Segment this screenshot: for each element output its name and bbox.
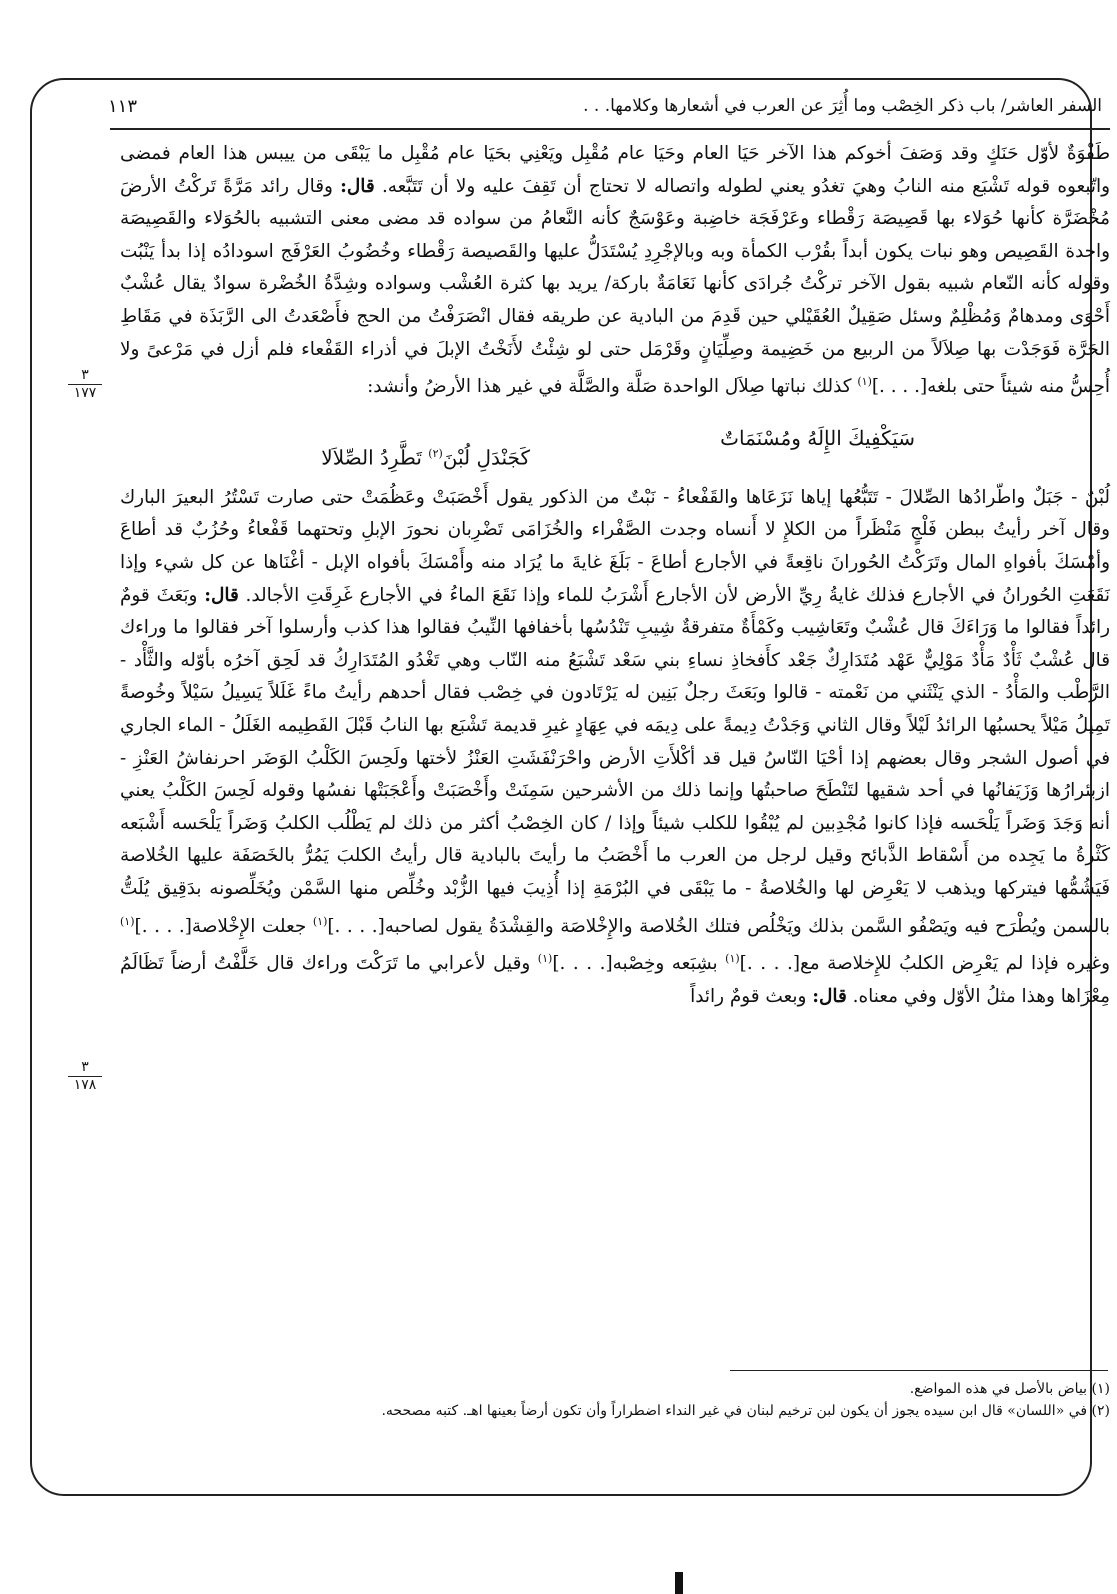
footnote-ref: (١) (725, 952, 740, 966)
footnote-ref: (٢) (428, 446, 443, 460)
text-run: وغيره فإذا لم يَعْرِض الكلبُ للإِخلاصة مع[. . . .] (739, 953, 1111, 975)
footnote-text: في «اللسان» قال ابن سيده يجوز أن يكون لبن ترخيم لبنان في غير النداء اضطراراً وأن تكون أرضاً بعينها اهـ. كتبه مصححه. (381, 1403, 1088, 1419)
qal-marker: قال: (812, 986, 847, 1008)
footnote-ref: (١) (537, 952, 553, 966)
text-run: جعلت الإِخْلاصة[. . . .] (134, 915, 307, 937)
text-run: كذلك نباتها صِلاَل الواحدة صَلَّة والصَّلَّة في غير هذا الأرضُ وأنشد: (367, 376, 852, 398)
scan-mark (675, 1572, 683, 1594)
footnotes (120, 1378, 1110, 1422)
footnote-rule (730, 1370, 1108, 1371)
verse-hemistich-1: سَيَكْفِيكَ الإِلَهُ ومُسْنَمَاتٌ (720, 425, 915, 450)
page-number: ١١٣ (108, 95, 138, 117)
footnote-2 (120, 1400, 1110, 1422)
margin-reference-2 (68, 1060, 102, 1093)
poetry-verse (120, 404, 1110, 474)
text-run: وبَعَثَ قومٌ رائداً فقالوا ما وَرَاءَكَ قال عُشْبٌ وتَعَاشِيب وكَمْأَةٌ متفرقةٌ شِيبِ تَنْدُسُها بأخفافها النِّيبُ فقالوا هذا كذب وأرسلوا آخر فقالوا ما وراءك قال عُشْبٌ ثَأْدٌ مَأْدٌ مَوْلِيٌّ عَهْد مُتَدَارِكٌ جَعْد كأَفخاذِ نساءِ بني سَعْد تَشْبَعُ منه النّاب وهي تَغْدُو المُتَدَارِكُ قد لَحِق آخرُه بأوّله والثَّأْد - الرَّطْب والمَأْدُ - الذي يَنْثَني من نَعْمته - قالوا وبَعَثَ رجلٌ بَنِين له يَرْتَادون في خِصْب فقال أحدهم رأيتُ ماءً غَلَلاً يَسِيلُ سَيْلاً وخُوصةً تَمِيلُ مَيْلاً يحسبُها الرائدُ لَيْلاً وقال الثاني وَجَدْتُ دِيمةً على دِيمَه في عِهَادٍ غيرِ قديمة تَشْبَع بها النابُ قَبْلَ الفَطِيمه الغَلَلُ - الماء الجاري في أصول الشجر وقال بعضهم إذا أحْيَا النّاسُ قيل قد أكْلأَتِ الأرض واحْرَنْفَشَتِ العَنْزُ لأختها ولَحِسَ الكَلْبُ الوَضَر احرنفاشُ العَنْزِ - ازبئرارُها وَزَيَفانُها في أحد شقيها لتَنْطَحَ صاحبتُها وإنما ذلك من الأشرحين سَمِنَتْ وأَخْصَبَتْ وأَعْجَبَتْها نفسُها وقوله لَحِسَ الكَلْبُ يعني أنه وَجَدَ وَضَراً يَلْحَسه فإذا كانوا مُجْدِبين لم يُبْقُوا للكلب شيئاً وإذا / كان الخِصْبُ أكثر من ذلك لم يَطْلُب الكلبُ وَضَراً يَلْحَسه أَشْبَعه كَثْرةُ ما يَجِده من أَسْقاط الذَّبائح وقيل لرجل من العرب ما أَخْصَبُ ما رأيتَ بالبادية قال رأيتُ الكلبَ يَمُرُّ بالخَصَفَة عليها الخُلاصة فَيَشُمُّها فيتركها ويذهب لا يَعْرِض لها والخُلاصةُ - ما يَبْقَى في البُرْمَةِ إذا أُذِيبَ فيها الزُّبْد وخُلِّص منها السَّمْن ويُخَلِّصونه بدَقِيق يُلَتُّ بالسمن ويُطْرَح فيه ويَصْفُو السَّمن بذلك ويَخْلُص فتلك الخُلاصة والإِخْلاصَة والقِشْدَةُ يقول لصاحبه[. . . .] (120, 584, 1110, 937)
text-run: وبعث قومٌ رائداً (690, 986, 807, 1008)
footnote-ref: (١) (120, 914, 135, 928)
header-rule (110, 128, 1110, 130)
footnote-number: (١) (1091, 1381, 1110, 1397)
running-header (100, 86, 1110, 126)
margin-ref-page: ١٧٨ (73, 1077, 97, 1093)
footnote-1 (120, 1378, 1110, 1400)
text-run: بشِبَعه وخِصْبه[. . . .] (552, 953, 718, 975)
paragraph-1 (120, 138, 1110, 404)
text-run: لُبْنٌ - جَبَلٌ واطّرادُها الصِّلالَ - تَتَبُّعُها إياها نَزَعَاها والقَفْعاءُ - نَبْتٌ من الذكور يقول أَخْصَبَتْ وعَظُمَتْ حتى صارت تَسْتُرُ البعيرَ البارك وقال آخر رأيتُ ببطن فَلْجٍ مَنْظَراً من الكلإِ لا أَنساه وجدت الصَّفْراء والخُزَامَى تَضْرِبان نحورَ الإبلِ وتحتهما قَفْعاءُ وحُزُبٌ قد أطاعَ وأمْسَكَ بأفواهِ المال وتَرَكْتُ الحُورانَ ناقِعةً في الأجارع أطاعَ - بَلَغَ غايةَ ما يُرَاد منه وأَمْسَكَ بأفواه الإبل - أغْنَاها عن كل شيء وإذا نَقَعَتِ الحُورانُ في الأجارع فذلك غايةُ رِيِّ الأرض لأن الأجارع أَشْرَبُ للماء وإذا نَقَعَ الماءُ في الأجارع غَرِقَتِ الأجالد. (120, 486, 1110, 606)
text-run: طَفْوَةٌ لأوّل حَنَكٍ وقد وَصَفَ أخوكم هذا الآخر حَيَا العام وحَيَا عام مُقْبِل ويَعْنِي بحَيَا عام مُقْبِل ما يَبْقَى من ييبس هذا العام فمضى واتّبعوه قوله تَشْبَع منه النابُ وهيَ تغدُو يعني لطوله واتصاله لا تحتاج أن تَقِفَ عليه ولا أن تَتَبَّعه. (120, 143, 1110, 197)
qal-marker: قال: (204, 584, 239, 606)
text-run: وقال رائد مَرَّةً تَركْتُ الأرضَ مُخْضَرَّة كأنها حُوَلاء بها قَصِيصَة رَقْطاء وعَرْفَجَة خاضِبة وعَوْسَجٌ كأنه النَّعامُ من سواده قد مضى معنى التشبيه بالحُوَلاء والقَصِيصَة واحدة القَصِيص وهو نبات يكون أبداً بقُرْب الكمأة وبه وبالإجْرِدِ يُسْتَدَلُّ عليها والقَصيصة رَقْطاء وخُضُوبُ العَرْفَج اسودادُه إذا بدأ يَنْبُت وقوله كأنه النّعام شبيه بقول الآخر تركْتُ جُرادَى كأنها نَعَامَةٌ باركة/ يريد بها كثرة العُشْب وسواده وشِدَّةُ الخُضْرة سوادٌ يقال عُشْبٌ أَحْوَى ومدهامٌ وَمُظْلِمٌ وسئل صَقِيلٌ العُقَيْلي حين قَدِمَ من البادية عن طريقه فقال انْصَرَفْتُ من الحج فأَصْعَدتُ الى الرَّبَذَة في مَقَاطِ الحَرَّة فَوَجَدْت بها صِلاَلاً من الربيع من خَضِيمة وصِلِّيَانٍ وقَرْمَل حتى لو شِئْتُ لأَنَخْتُ الإبلَ في أذراء القَفْعاء فلم أزل في مَرْعىً ولا أُحِسُّ منه شيئاً حتى بلغه[. . . .] (120, 175, 1110, 398)
header-title: السفر العاشر/ باب ذكر الخِصْب وما أُثِرَ عن العرب في أشعارها وكلامها. . . (583, 96, 1102, 116)
margin-ref-volume: ٣ (81, 1059, 89, 1075)
margin-ref-volume: ٣ (81, 367, 89, 383)
paragraph-2 (120, 482, 1110, 1014)
margin-ref-page: ١٧٧ (73, 385, 97, 401)
footnote-ref: (١) (857, 375, 872, 389)
footnote-number: (٢) (1091, 1403, 1110, 1419)
text-run: وقيل لأعرابي ما تَرَكْتَ وراءك قال خَلَّفْتُ أرضاً تَظَالَمُ مِعْزَاها وهذا مثلُ الأوّل وفي معناه. (120, 953, 1110, 1008)
qal-marker: قال: (340, 175, 375, 197)
main-text (120, 138, 1110, 1014)
verse-hemistich-2: كَجَنْدَلِ لُبْنَ$^{(٢)}$ تَطَّرِدُ الصِّلاَلا (321, 445, 530, 470)
footnote-text: بياض بالأصل في هذه المواضع. (909, 1381, 1088, 1397)
margin-reference-1 (68, 368, 102, 401)
footnote-ref: (١) (312, 914, 328, 928)
